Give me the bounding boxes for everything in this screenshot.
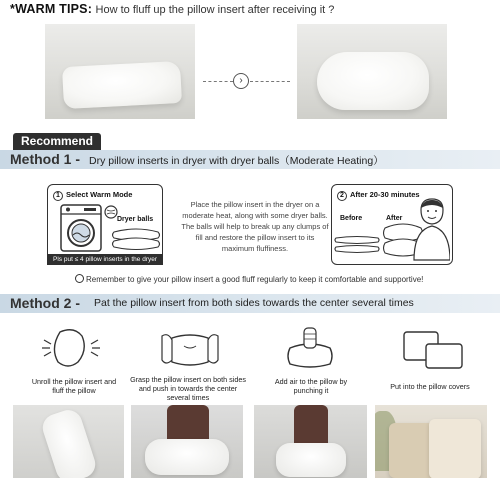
dryer-balls-label: Dryer balls (117, 216, 154, 223)
punch-pillow-photo (254, 405, 367, 478)
reminder-text: Remember to give your pillow insert a good fluff regularly to keep it comfortable and supportive! (86, 275, 424, 284)
method1-description: Place the pillow insert in the dryer on a moderate heat, along with some dryer balls. The balls will help to break up any clumps of fill and restore the pillow insert to its maximum fluffiness. (181, 200, 329, 253)
step1-number: 1 (53, 191, 63, 201)
pillow-covers-photo (375, 405, 487, 478)
after-label: After (386, 215, 403, 222)
unroll-pillow-icon (40, 326, 102, 372)
warm-tips-label: *WARM TIPS: (10, 2, 93, 16)
punch-pillow-icon (284, 326, 336, 372)
flat-pillow-photo (45, 24, 195, 119)
dashed-connector-right (250, 81, 290, 82)
person-icon (412, 196, 450, 262)
pillow-note: Pls put ≤ 4 pillow inserts in the dryer (47, 254, 163, 265)
step-caption-2: Grasp the pillow insert on both sides and push in towards the center several times (130, 375, 246, 402)
reminder-line (75, 274, 423, 284)
grasp-pillow-photo (131, 405, 243, 478)
method2-band (0, 294, 500, 313)
step2-number: 2 (337, 191, 347, 201)
step1-label: Select Warm Mode (66, 190, 133, 199)
step-caption-3: Add air to the pillow by punching it (274, 377, 348, 395)
pillow-covers-icon (402, 330, 464, 370)
dashed-connector-left (203, 81, 233, 82)
step-caption-4: Put into the pillow covers (390, 382, 470, 391)
fluffed-pillow-photo (297, 24, 447, 119)
warm-tips-question: How to fluff up the pillow insert after receiving it ? (95, 4, 335, 16)
unroll-pillow-photo (13, 405, 124, 478)
method2-text: Pat the pillow insert from both sides towards the center several times (94, 297, 414, 309)
lightbulb-icon (75, 274, 84, 283)
warm-tips-heading (10, 2, 334, 16)
dryer-ball-icon (104, 205, 118, 219)
pillows-stack-icon (111, 226, 161, 252)
arrow-right-icon: › (233, 73, 249, 89)
washing-machine-icon (60, 204, 102, 252)
flat-pillows-icon (333, 234, 381, 256)
grasp-pillow-icon (158, 326, 222, 372)
step1-heading (53, 190, 132, 201)
method1-text: Dry pillow inserts in dryer with dryer balls（Moderate Heating） (89, 155, 384, 167)
step-caption-1: Unroll the pillow insert and fluff the pillow (31, 377, 117, 395)
recommend-tag: Recommend (13, 133, 101, 150)
method2-title: Method 2 - (10, 295, 80, 311)
method1-band (0, 150, 500, 169)
step2-label: After 20-30 minutes (350, 190, 420, 199)
before-label: Before (340, 215, 363, 222)
step2-heading (337, 190, 420, 201)
method1-title: Method 1 - (10, 151, 80, 167)
